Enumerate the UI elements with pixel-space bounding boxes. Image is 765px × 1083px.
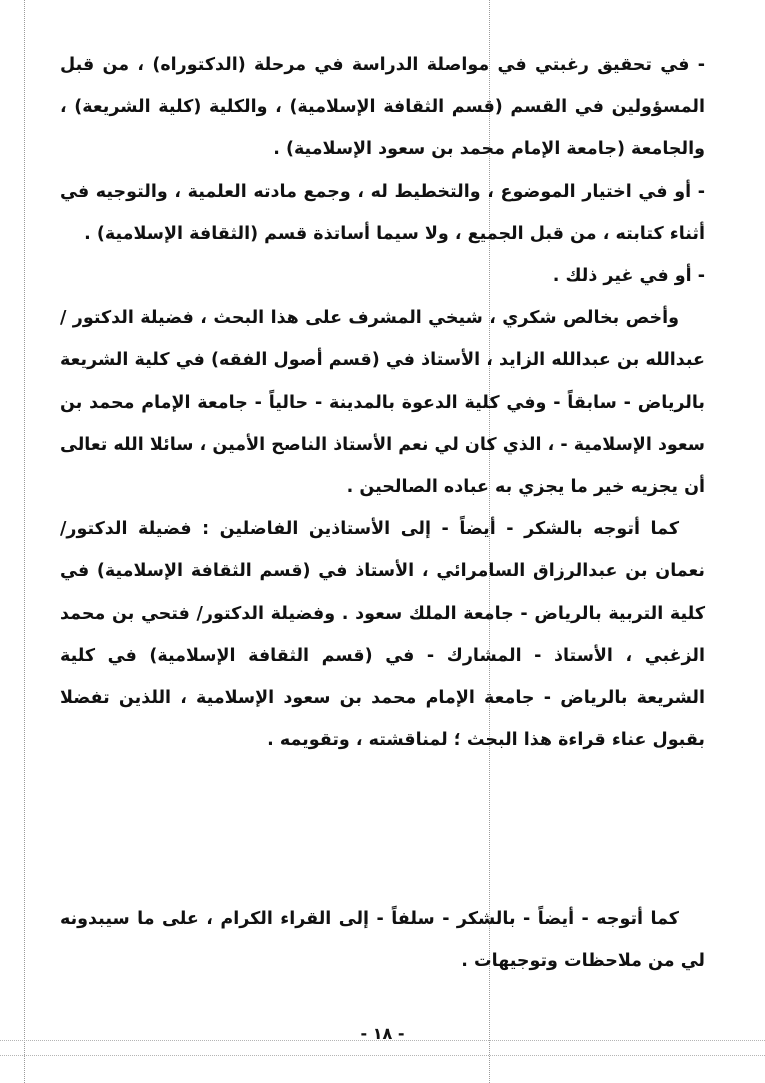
paragraph-doctorate-wish: - في تحقيق رغبتي في مواصلة الدراسة في مرحلة (الدكتوراه) ، من قبل المسؤولين في القسم (قسم الثقافة الإسلامية) ، والكلية (كلية الشريعة) ، والجامعة (جامعة الإمام محمد بن سعود الإسلامية) .: [60, 55, 705, 160]
paragraph-topic-selection: - أو في اختيار الموضوع ، والتخطيط له ، وجمع مادته العلمية ، والتوجيه في أثناء كتابته ، من قبل الجميع ، ولا سيما أساتذة قسم (الثقافة الإسلامية) .: [60, 181, 705, 244]
scan-dotted-line: [0, 1055, 765, 1056]
paragraph-other: - أو في غير ذلك .: [552, 266, 705, 287]
paragraph-supervisor-thanks: وأخص بخالص شكري ، شيخي المشرف على هذا البحث ، فضيلة الدكتور / عبدالله بن عبدالله الزايد ، الأستاذ في (قسم أصول الفقه) في كلية الشريعة بالرياض - سابقاً - وفي كلية الدعوة بالمدينة - حالياً - جامعة الإمام محمد بن سعود الإسلامية - ، الذي كان لي نعم الأستاذ الناصح الأمين ، سائلا الله تعالى أن يجزيه خير ما يجزي به عباده الصالحين .: [60, 308, 705, 498]
page-number: - ١٨ -: [360, 1024, 405, 1043]
closing-text: [60, 898, 705, 982]
scan-dotted-line: [24, 0, 25, 1083]
body-text: [60, 44, 705, 761]
paragraph-readers-thanks: كما أتوجه - أيضاً - بالشكر - سلفاً - إلى القراء الكرام ، على ما سيبدونه لي من ملاحظات وتوجيهات .: [60, 909, 705, 972]
paragraph-examiners-thanks: كما أتوجه بالشكر - أيضاً - إلى الأستاذين الفاضلين : فضيلة الدكتور/ نعمان بن عبدالرزاق السامرائي ، الأستاذ في (قسم الثقافة الإسلامية) في كلية التربية بالرياض - جامعة الملك سعود . وفضيلة الدكتور/ فتحي بن محمد الزغبي ، الأستاذ - المشارك - في (قسم الثقافة الإسلامية) في كلية الشريعة بالرياض - جامعة الإمام محمد بن سعود الإسلامية ، اللذين تفضلا بقبول عناء قراءة هذا البحث ؛ لمناقشته ، وتقويمه .: [60, 519, 705, 751]
